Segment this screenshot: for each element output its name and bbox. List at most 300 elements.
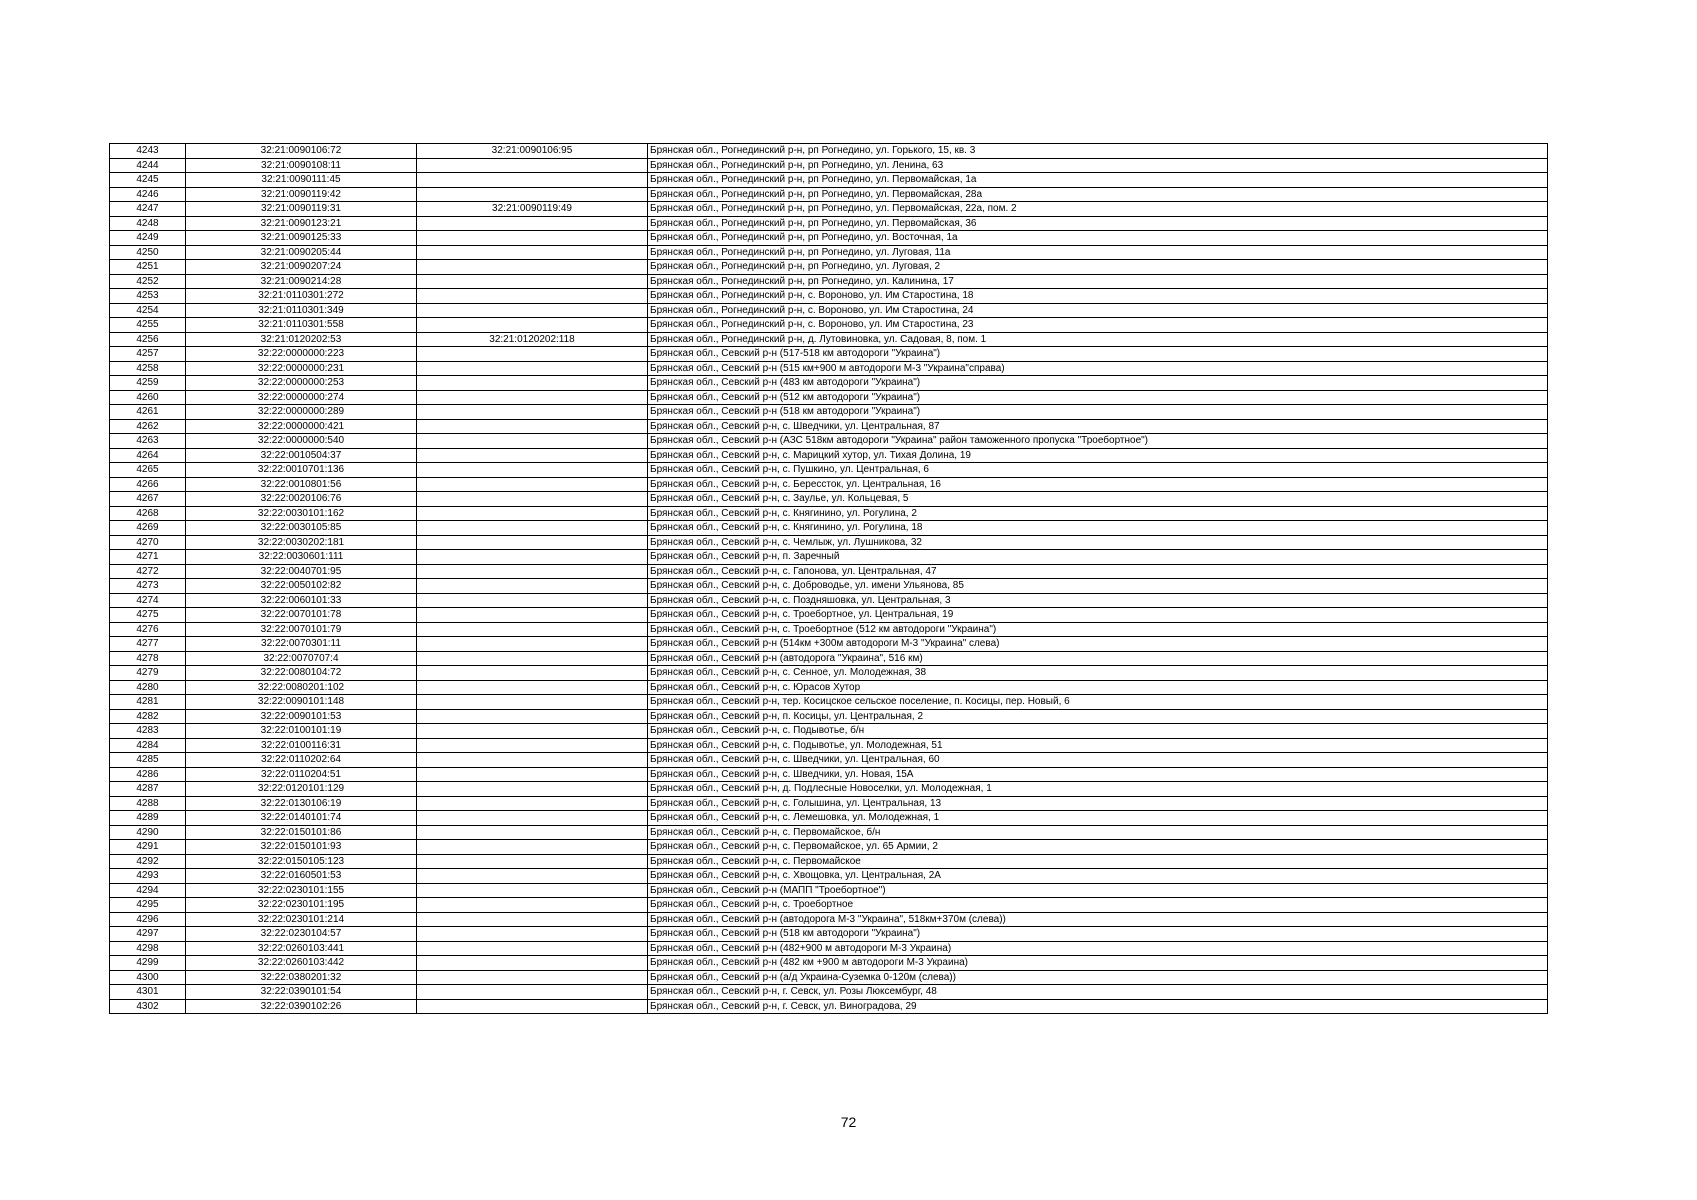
- cadastral-number-cell: 32:22:0050102:82: [186, 579, 417, 594]
- cadastral-number-cell: 32:22:0000000:231: [186, 361, 417, 376]
- cadastral-number-cell: 32:21:0110301:272: [186, 289, 417, 304]
- address-cell: Брянская обл., Севский р-н (512 км автодороги "Украина"): [648, 390, 1548, 405]
- address-cell: Брянская обл., Севский р-н (482 км +900 м автодороги М-3 Украина): [648, 956, 1548, 971]
- table-row: [110, 883, 1548, 898]
- address-cell: Брянская обл., Рогнединский р-н, рп Рогнедино, ул. Первомайская, 36: [648, 216, 1548, 231]
- table-row: [110, 376, 1548, 391]
- cadastral-number-cell: 32:22:0150101:86: [186, 825, 417, 840]
- cadastral-number-cell: 32:21:0090125:33: [186, 231, 417, 246]
- cadastral-number-cell: 32:22:0140101:74: [186, 811, 417, 826]
- table-row: [110, 753, 1548, 768]
- parent-cadastral-number-cell: [417, 854, 648, 869]
- address-cell: Брянская обл., Севский р-н (АЗС 518км автодороги "Украина" район таможенного пропуска "Троебортное"): [648, 434, 1548, 449]
- row-number-cell: 4274: [110, 593, 186, 608]
- address-cell: Брянская обл., Рогнединский р-н, с. Вороново, ул. Им Старостина, 23: [648, 318, 1548, 333]
- parent-cadastral-number-cell: [417, 883, 648, 898]
- parent-cadastral-number-cell: [417, 941, 648, 956]
- row-number-cell: 4275: [110, 608, 186, 623]
- table-row: [110, 956, 1548, 971]
- parent-cadastral-number-cell: [417, 361, 648, 376]
- row-number-cell: 4270: [110, 535, 186, 550]
- cadastral-number-cell: 32:22:0230101:195: [186, 898, 417, 913]
- table-row: [110, 332, 1548, 347]
- address-cell: Брянская обл., Севский р-н, г. Севск, ул. Виноградова, 29: [648, 999, 1548, 1014]
- parent-cadastral-number-cell: [417, 550, 648, 565]
- row-number-cell: 4252: [110, 274, 186, 289]
- page-number: 72: [840, 1114, 857, 1130]
- row-number-cell: 4281: [110, 695, 186, 710]
- address-cell: Брянская обл., Севский р-н, с. Троебортное (512 км автодороги "Украина"): [648, 622, 1548, 637]
- table-row: [110, 506, 1548, 521]
- parent-cadastral-number-cell: [417, 695, 648, 710]
- row-number-cell: 4247: [110, 202, 186, 217]
- table-row: [110, 434, 1548, 449]
- table-row: [110, 970, 1548, 985]
- table-row: [110, 173, 1548, 188]
- row-number-cell: 4253: [110, 289, 186, 304]
- registry-table: [109, 143, 1548, 1014]
- parent-cadastral-number-cell: [417, 666, 648, 681]
- table-row: [110, 419, 1548, 434]
- parent-cadastral-number-cell: [417, 390, 648, 405]
- row-number-cell: 4282: [110, 709, 186, 724]
- row-number-cell: 4277: [110, 637, 186, 652]
- parent-cadastral-number-cell: 32:21:0090106:95: [417, 144, 648, 159]
- table-row: [110, 202, 1548, 217]
- row-number-cell: 4248: [110, 216, 186, 231]
- cadastral-number-cell: 32:22:0110204:51: [186, 767, 417, 782]
- row-number-cell: 4243: [110, 144, 186, 159]
- cadastral-number-cell: 32:22:0020106:76: [186, 492, 417, 507]
- cadastral-number-cell: 32:22:0070101:78: [186, 608, 417, 623]
- parent-cadastral-number-cell: [417, 463, 648, 478]
- row-number-cell: 4289: [110, 811, 186, 826]
- parent-cadastral-number-cell: [417, 608, 648, 623]
- cadastral-number-cell: 32:22:0230101:214: [186, 912, 417, 927]
- row-number-cell: 4283: [110, 724, 186, 739]
- parent-cadastral-number-cell: [417, 260, 648, 275]
- row-number-cell: 4257: [110, 347, 186, 362]
- parent-cadastral-number-cell: [417, 811, 648, 826]
- cadastral-number-cell: 32:21:0090108:11: [186, 158, 417, 173]
- address-cell: Брянская обл., Севский р-н (514км +300м автодороги М-3 "Украина" слева): [648, 637, 1548, 652]
- row-number-cell: 4285: [110, 753, 186, 768]
- parent-cadastral-number-cell: [417, 419, 648, 434]
- table-row: [110, 274, 1548, 289]
- cadastral-number-cell: 32:22:0030601:111: [186, 550, 417, 565]
- table-row: [110, 695, 1548, 710]
- parent-cadastral-number-cell: [417, 985, 648, 1000]
- cadastral-number-cell: 32:22:0100101:19: [186, 724, 417, 739]
- cadastral-number-cell: 32:21:0090111:45: [186, 173, 417, 188]
- row-number-cell: 4255: [110, 318, 186, 333]
- row-number-cell: 4293: [110, 869, 186, 884]
- cadastral-number-cell: 32:21:0090207:24: [186, 260, 417, 275]
- row-number-cell: 4244: [110, 158, 186, 173]
- row-number-cell: 4267: [110, 492, 186, 507]
- parent-cadastral-number-cell: [417, 274, 648, 289]
- parent-cadastral-number-cell: [417, 825, 648, 840]
- address-cell: Брянская обл., Севский р-н, с. Чемлыж, ул. Лушникова, 32: [648, 535, 1548, 550]
- address-cell: Брянская обл., Севский р-н, д. Подлесные Новоселки, ул. Молодежная, 1: [648, 782, 1548, 797]
- row-number-cell: 4288: [110, 796, 186, 811]
- table-row: [110, 724, 1548, 739]
- cadastral-number-cell: 32:22:0380201:32: [186, 970, 417, 985]
- parent-cadastral-number-cell: [417, 303, 648, 318]
- address-cell: Брянская обл., Севский р-н (482+900 м автодороги М-3 Украина): [648, 941, 1548, 956]
- parent-cadastral-number-cell: [417, 898, 648, 913]
- row-number-cell: 4268: [110, 506, 186, 521]
- table-row: [110, 347, 1548, 362]
- cadastral-number-cell: 32:22:0090101:53: [186, 709, 417, 724]
- table-row: [110, 985, 1548, 1000]
- address-cell: Брянская обл., Рогнединский р-н, рп Рогнедино, ул. Горького, 15, кв. 3: [648, 144, 1548, 159]
- row-number-cell: 4279: [110, 666, 186, 681]
- row-number-cell: 4264: [110, 448, 186, 463]
- address-cell: Брянская обл., Севский р-н (МАПП "Троебортное"): [648, 883, 1548, 898]
- row-number-cell: 4287: [110, 782, 186, 797]
- table-row: [110, 709, 1548, 724]
- table-row: [110, 550, 1548, 565]
- cadastral-number-cell: 32:21:0120202:53: [186, 332, 417, 347]
- table-row: [110, 361, 1548, 376]
- address-cell: Брянская обл., Рогнединский р-н, рп Рогнедино, ул. Ленина, 63: [648, 158, 1548, 173]
- address-cell: Брянская обл., Рогнединский р-н, рп Рогнедино, ул. Калинина, 17: [648, 274, 1548, 289]
- address-cell: Брянская обл., Севский р-н, с. Доброводье, ул. имени Ульянова, 85: [648, 579, 1548, 594]
- row-number-cell: 4251: [110, 260, 186, 275]
- table-row: [110, 608, 1548, 623]
- address-cell: Брянская обл., Севский р-н, с. Берессток, ул. Центральная, 16: [648, 477, 1548, 492]
- parent-cadastral-number-cell: [417, 521, 648, 536]
- cadastral-number-cell: 32:22:0260103:442: [186, 956, 417, 971]
- row-number-cell: 4262: [110, 419, 186, 434]
- table-row: [110, 666, 1548, 681]
- table-row: [110, 999, 1548, 1014]
- table-row: [110, 158, 1548, 173]
- parent-cadastral-number-cell: [417, 680, 648, 695]
- table-row: [110, 854, 1548, 869]
- address-cell: Брянская обл., Севский р-н, с. Лемешовка, ул. Молодежная, 1: [648, 811, 1548, 826]
- parent-cadastral-number-cell: [417, 767, 648, 782]
- cadastral-number-cell: 32:22:0000000:253: [186, 376, 417, 391]
- address-cell: Брянская обл., Севский р-н (518 км автодороги "Украина"): [648, 927, 1548, 942]
- row-number-cell: 4245: [110, 173, 186, 188]
- parent-cadastral-number-cell: [417, 840, 648, 855]
- table-row: [110, 680, 1548, 695]
- parent-cadastral-number-cell: [417, 492, 648, 507]
- address-cell: Брянская обл., Севский р-н, тер. Косицское сельское поселение, п. Косицы, пер. Новый, 6: [648, 695, 1548, 710]
- cadastral-number-cell: 32:22:0230104:57: [186, 927, 417, 942]
- cadastral-number-cell: 32:22:0030202:181: [186, 535, 417, 550]
- cadastral-number-cell: 32:22:0000000:540: [186, 434, 417, 449]
- cadastral-number-cell: 32:21:0090106:72: [186, 144, 417, 159]
- table-row: [110, 941, 1548, 956]
- row-number-cell: 4272: [110, 564, 186, 579]
- parent-cadastral-number-cell: [417, 376, 648, 391]
- row-number-cell: 4296: [110, 912, 186, 927]
- address-cell: Брянская обл., Севский р-н, с. Первомайское, ул. 65 Армии, 2: [648, 840, 1548, 855]
- row-number-cell: 4256: [110, 332, 186, 347]
- address-cell: Брянская обл., Севский р-н (515 км+900 м автодороги М-3 "Украина"справа): [648, 361, 1548, 376]
- parent-cadastral-number-cell: [417, 651, 648, 666]
- address-cell: Брянская обл., Севский р-н, с. Шведчики, ул. Центральная, 60: [648, 753, 1548, 768]
- address-cell: Брянская обл., Севский р-н, с. Шведчики, ул. Центральная, 87: [648, 419, 1548, 434]
- table-row: [110, 840, 1548, 855]
- cadastral-number-cell: 32:22:0390101:54: [186, 985, 417, 1000]
- cadastral-number-cell: 32:21:0090205:44: [186, 245, 417, 260]
- row-number-cell: 4271: [110, 550, 186, 565]
- table-row: [110, 231, 1548, 246]
- table-row: [110, 738, 1548, 753]
- address-cell: Брянская обл., Рогнединский р-н, с. Вороново, ул. Им Старостина, 18: [648, 289, 1548, 304]
- parent-cadastral-number-cell: [417, 869, 648, 884]
- address-cell: Брянская обл., Севский р-н, с. Пушкино, ул. Центральная, 6: [648, 463, 1548, 478]
- parent-cadastral-number-cell: [417, 564, 648, 579]
- cadastral-number-cell: 32:22:0000000:274: [186, 390, 417, 405]
- table-row: [110, 289, 1548, 304]
- table-row: [110, 564, 1548, 579]
- row-number-cell: 4261: [110, 405, 186, 420]
- row-number-cell: 4299: [110, 956, 186, 971]
- table-row: [110, 898, 1548, 913]
- row-number-cell: 4280: [110, 680, 186, 695]
- cadastral-number-cell: 32:22:0030101:162: [186, 506, 417, 521]
- table-row: [110, 463, 1548, 478]
- table-row: [110, 535, 1548, 550]
- address-cell: Брянская обл., Севский р-н, с. Хвощовка, ул. Центральная, 2А: [648, 869, 1548, 884]
- parent-cadastral-number-cell: [417, 173, 648, 188]
- cadastral-number-cell: 32:22:0120101:129: [186, 782, 417, 797]
- row-number-cell: 4298: [110, 941, 186, 956]
- cadastral-number-cell: 32:22:0160501:53: [186, 869, 417, 884]
- parent-cadastral-number-cell: [417, 245, 648, 260]
- cadastral-number-cell: 32:22:0030105:85: [186, 521, 417, 536]
- parent-cadastral-number-cell: [417, 506, 648, 521]
- cadastral-number-cell: 32:21:0090119:42: [186, 187, 417, 202]
- parent-cadastral-number-cell: [417, 434, 648, 449]
- parent-cadastral-number-cell: [417, 318, 648, 333]
- table-row: [110, 579, 1548, 594]
- parent-cadastral-number-cell: [417, 477, 648, 492]
- row-number-cell: 4259: [110, 376, 186, 391]
- address-cell: Брянская обл., Севский р-н, с. Сенное, ул. Молодежная, 38: [648, 666, 1548, 681]
- row-number-cell: 4284: [110, 738, 186, 753]
- cadastral-number-cell: 32:22:0010701:136: [186, 463, 417, 478]
- parent-cadastral-number-cell: [417, 289, 648, 304]
- parent-cadastral-number-cell: [417, 796, 648, 811]
- row-number-cell: 4249: [110, 231, 186, 246]
- cadastral-number-cell: 32:22:0090101:148: [186, 695, 417, 710]
- table-row: [110, 912, 1548, 927]
- row-number-cell: 4297: [110, 927, 186, 942]
- cadastral-number-cell: 32:22:0260103:441: [186, 941, 417, 956]
- address-cell: Брянская обл., Севский р-н (483 км автодороги "Украина"): [648, 376, 1548, 391]
- cadastral-number-cell: 32:22:0110202:64: [186, 753, 417, 768]
- parent-cadastral-number-cell: [417, 956, 648, 971]
- address-cell: Брянская обл., Севский р-н, с. Троебортное: [648, 898, 1548, 913]
- cadastral-number-cell: 32:22:0390102:26: [186, 999, 417, 1014]
- row-number-cell: 4266: [110, 477, 186, 492]
- address-cell: Брянская обл., Рогнединский р-н, с. Вороново, ул. Им Старостина, 24: [648, 303, 1548, 318]
- parent-cadastral-number-cell: [417, 158, 648, 173]
- address-cell: Брянская обл., Севский р-н (автодорога "Украина", 516 км): [648, 651, 1548, 666]
- address-cell: Брянская обл., Севский р-н (автодорога М-3 "Украина", 518км+370м (слева)): [648, 912, 1548, 927]
- cadastral-number-cell: 32:22:0100116:31: [186, 738, 417, 753]
- parent-cadastral-number-cell: [417, 231, 648, 246]
- row-number-cell: 4260: [110, 390, 186, 405]
- address-cell: Брянская обл., Рогнединский р-н, рп Рогнедино, ул. Первомайская, 22а, пом. 2: [648, 202, 1548, 217]
- address-cell: Брянская обл., Севский р-н, с. Подывотье, ул. Молодежная, 51: [648, 738, 1548, 753]
- address-cell: Брянская обл., Рогнединский р-н, рп Рогнедино, ул. Луговая, 2: [648, 260, 1548, 275]
- parent-cadastral-number-cell: [417, 637, 648, 652]
- table-row: [110, 927, 1548, 942]
- row-number-cell: 4269: [110, 521, 186, 536]
- parent-cadastral-number-cell: [417, 999, 648, 1014]
- address-cell: Брянская обл., Рогнединский р-н, рп Рогнедино, ул. Первомайская, 1а: [648, 173, 1548, 188]
- address-cell: Брянская обл., Рогнединский р-н, д. Лутовиновка, ул. Садовая, 8, пом. 1: [648, 332, 1548, 347]
- row-number-cell: 4301: [110, 985, 186, 1000]
- row-number-cell: 4294: [110, 883, 186, 898]
- cadastral-number-cell: 32:22:0130106:19: [186, 796, 417, 811]
- parent-cadastral-number-cell: [417, 579, 648, 594]
- cadastral-number-cell: 32:22:0000000:223: [186, 347, 417, 362]
- table-row: [110, 216, 1548, 231]
- cadastral-number-cell: 32:22:0080201:102: [186, 680, 417, 695]
- parent-cadastral-number-cell: [417, 622, 648, 637]
- row-number-cell: 4246: [110, 187, 186, 202]
- address-cell: Брянская обл., Севский р-н, с. Гапонова, ул. Центральная, 47: [648, 564, 1548, 579]
- address-cell: Брянская обл., Севский р-н, с. Княгинино, ул. Рогулина, 18: [648, 521, 1548, 536]
- address-cell: Брянская обл., Севский р-н, с. Юрасов Хутор: [648, 680, 1548, 695]
- table-row: [110, 637, 1548, 652]
- row-number-cell: 4300: [110, 970, 186, 985]
- address-cell: Брянская обл., Севский р-н (а/д Украина-Суземка 0-120м (слева)): [648, 970, 1548, 985]
- address-cell: Брянская обл., Севский р-н, г. Севск, ул. Розы Люксембург, 48: [648, 985, 1548, 1000]
- address-cell: Брянская обл., Севский р-н, с. Княгинино, ул. Рогулина, 2: [648, 506, 1548, 521]
- address-cell: Брянская обл., Севский р-н (518 км автодороги "Украина"): [648, 405, 1548, 420]
- row-number-cell: 4276: [110, 622, 186, 637]
- table-row: [110, 825, 1548, 840]
- cadastral-number-cell: 32:22:0150101:93: [186, 840, 417, 855]
- parent-cadastral-number-cell: [417, 927, 648, 942]
- parent-cadastral-number-cell: [417, 347, 648, 362]
- row-number-cell: 4258: [110, 361, 186, 376]
- parent-cadastral-number-cell: [417, 738, 648, 753]
- address-cell: Брянская обл., Севский р-н, с. Первомайское: [648, 854, 1548, 869]
- cadastral-number-cell: 32:22:0230101:155: [186, 883, 417, 898]
- table-row: [110, 318, 1548, 333]
- address-cell: Брянская обл., Рогнединский р-н, рп Рогнедино, ул. Восточная, 1а: [648, 231, 1548, 246]
- table-row: [110, 651, 1548, 666]
- cadastral-number-cell: 32:22:0010801:56: [186, 477, 417, 492]
- row-number-cell: 4254: [110, 303, 186, 318]
- parent-cadastral-number-cell: 32:21:0120202:118: [417, 332, 648, 347]
- row-number-cell: 4286: [110, 767, 186, 782]
- parent-cadastral-number-cell: [417, 970, 648, 985]
- row-number-cell: 4295: [110, 898, 186, 913]
- parent-cadastral-number-cell: [417, 535, 648, 550]
- row-number-cell: 4302: [110, 999, 186, 1014]
- row-number-cell: 4292: [110, 854, 186, 869]
- cadastral-number-cell: 32:22:0080104:72: [186, 666, 417, 681]
- table-row: [110, 593, 1548, 608]
- cadastral-number-cell: 32:21:0110301:558: [186, 318, 417, 333]
- cadastral-number-cell: 32:22:0070101:79: [186, 622, 417, 637]
- address-cell: Брянская обл., Севский р-н, с. Первомайское, б/н: [648, 825, 1548, 840]
- table-row: [110, 869, 1548, 884]
- cadastral-number-cell: 32:21:0090214:28: [186, 274, 417, 289]
- table-row: [110, 767, 1548, 782]
- address-cell: Брянская обл., Севский р-н, с. Марицкий хутор, ул. Тихая Долина, 19: [648, 448, 1548, 463]
- address-cell: Брянская обл., Севский р-н, с. Заулье, ул. Кольцевая, 5: [648, 492, 1548, 507]
- registry-table-body: [110, 144, 1548, 1014]
- row-number-cell: 4263: [110, 434, 186, 449]
- address-cell: Брянская обл., Севский р-н (517-518 км автодороги "Украина"): [648, 347, 1548, 362]
- address-cell: Брянская обл., Рогнединский р-н, рп Рогнедино, ул. Луговая, 11а: [648, 245, 1548, 260]
- parent-cadastral-number-cell: 32:21:0090119:49: [417, 202, 648, 217]
- table-row: [110, 245, 1548, 260]
- cadastral-number-cell: 32:22:0000000:289: [186, 405, 417, 420]
- row-number-cell: 4290: [110, 825, 186, 840]
- table-row: [110, 144, 1548, 159]
- table-row: [110, 405, 1548, 420]
- row-number-cell: 4278: [110, 651, 186, 666]
- address-cell: Брянская обл., Севский р-н, с. Голышина, ул. Центральная, 13: [648, 796, 1548, 811]
- parent-cadastral-number-cell: [417, 405, 648, 420]
- parent-cadastral-number-cell: [417, 448, 648, 463]
- table-row: [110, 492, 1548, 507]
- parent-cadastral-number-cell: [417, 593, 648, 608]
- table-row: [110, 477, 1548, 492]
- table-row: [110, 390, 1548, 405]
- parent-cadastral-number-cell: [417, 709, 648, 724]
- row-number-cell: 4265: [110, 463, 186, 478]
- cadastral-number-cell: 32:22:0040701:95: [186, 564, 417, 579]
- address-cell: Брянская обл., Севский р-н, с. Поздняшовка, ул. Центральная, 3: [648, 593, 1548, 608]
- table-row: [110, 796, 1548, 811]
- table-row: [110, 187, 1548, 202]
- address-cell: Брянская обл., Рогнединский р-н, рп Рогнедино, ул. Первомайская, 28а: [648, 187, 1548, 202]
- cadastral-number-cell: 32:22:0150105:123: [186, 854, 417, 869]
- cadastral-number-cell: 32:22:0070707:4: [186, 651, 417, 666]
- cadastral-number-cell: 32:21:0090123:21: [186, 216, 417, 231]
- table-row: [110, 521, 1548, 536]
- address-cell: Брянская обл., Севский р-н, п. Косицы, ул. Центральная, 2: [648, 709, 1548, 724]
- cadastral-number-cell: 32:22:0060101:33: [186, 593, 417, 608]
- parent-cadastral-number-cell: [417, 216, 648, 231]
- table-row: [110, 448, 1548, 463]
- address-cell: Брянская обл., Севский р-н, с. Троебортное, ул. Центральная, 19: [648, 608, 1548, 623]
- cadastral-number-cell: 32:21:0110301:349: [186, 303, 417, 318]
- table-row: [110, 622, 1548, 637]
- parent-cadastral-number-cell: [417, 782, 648, 797]
- address-cell: Брянская обл., Севский р-н, п. Заречный: [648, 550, 1548, 565]
- table-row: [110, 782, 1548, 797]
- cadastral-number-cell: 32:21:0090119:31: [186, 202, 417, 217]
- row-number-cell: 4273: [110, 579, 186, 594]
- address-cell: Брянская обл., Севский р-н, с. Шведчики, ул. Новая, 15А: [648, 767, 1548, 782]
- row-number-cell: 4291: [110, 840, 186, 855]
- parent-cadastral-number-cell: [417, 724, 648, 739]
- parent-cadastral-number-cell: [417, 187, 648, 202]
- cadastral-number-cell: 32:22:0070301:11: [186, 637, 417, 652]
- parent-cadastral-number-cell: [417, 912, 648, 927]
- table-row: [110, 811, 1548, 826]
- parent-cadastral-number-cell: [417, 753, 648, 768]
- cadastral-number-cell: 32:22:0010504:37: [186, 448, 417, 463]
- table-row: [110, 260, 1548, 275]
- row-number-cell: 4250: [110, 245, 186, 260]
